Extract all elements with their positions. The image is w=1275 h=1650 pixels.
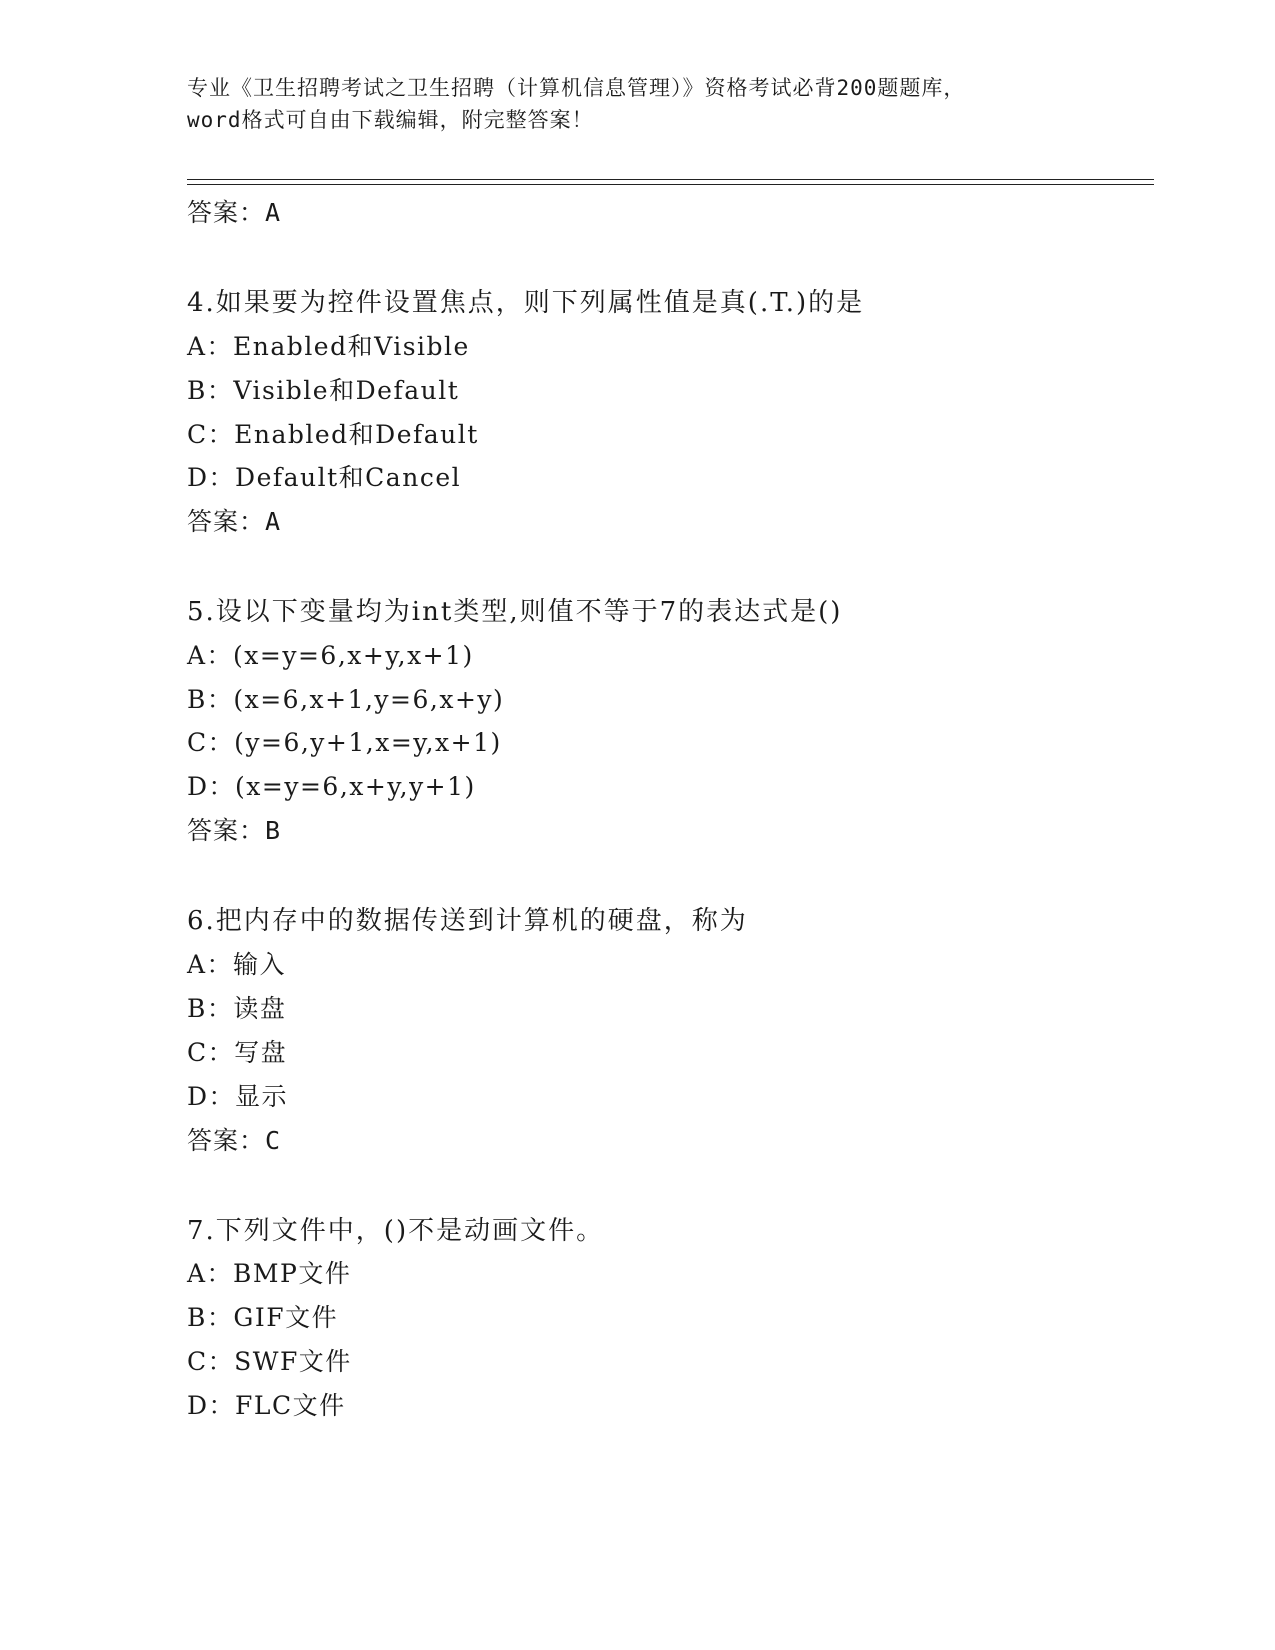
question-6-option-a: A：输入 [187, 950, 287, 979]
question-6-option-b: B：读盘 [187, 994, 287, 1023]
question-4-text: 4.如果要为控件设置焦点，则下列属性值是真(.T.)的是 [187, 288, 865, 318]
answer-q5: 答案：B [187, 816, 282, 845]
answer-q4: 答案：A [187, 507, 282, 536]
question-7-option-d: D：FLC文件 [187, 1391, 346, 1420]
header-divider-bottom [187, 184, 1154, 185]
header-divider-top [187, 179, 1154, 180]
question-7-option-a: A：BMP文件 [187, 1259, 352, 1288]
question-7-text: 7.下列文件中，()不是动画文件。 [187, 1216, 605, 1246]
question-5-text: 5.设以下变量均为int类型,则值不等于7的表达式是() [187, 597, 843, 627]
document-header [187, 72, 1087, 136]
answer-q3: 答案：A [187, 198, 282, 227]
header-line-2: word格式可自由下载编辑，附完整答案！ [187, 108, 594, 132]
question-4-option-b: B：Visible和Default [187, 376, 460, 405]
question-6-text: 6.把内存中的数据传送到计算机的硬盘，称为 [187, 906, 748, 936]
question-4-option-a: A：Enabled和Visible [187, 332, 470, 361]
question-5-option-c: C：(y=6,y+1,x=y,x+1) [187, 728, 502, 757]
question-5-option-d: D：(x=y=6,x+y,y+1) [187, 772, 476, 801]
header-line-1: 专业《卫生招聘考试之卫生招聘（计算机信息管理）》资格考试必背200题题库， [187, 76, 966, 100]
question-7-option-c: C：SWF文件 [187, 1347, 352, 1376]
question-4-option-d: D：Default和Cancel [187, 463, 462, 492]
question-6-option-c: C：写盘 [187, 1038, 288, 1067]
question-5-option-a: A：(x=y=6,x+y,x+1) [187, 641, 474, 670]
question-6-option-d: D：显示 [187, 1082, 289, 1111]
question-4-option-c: C：Enabled和Default [187, 420, 479, 449]
question-7-option-b: B：GIF文件 [187, 1303, 339, 1332]
question-5-option-b: B：(x=6,x+1,y=6,x+y) [187, 685, 505, 714]
answer-q6: 答案：C [187, 1126, 282, 1155]
